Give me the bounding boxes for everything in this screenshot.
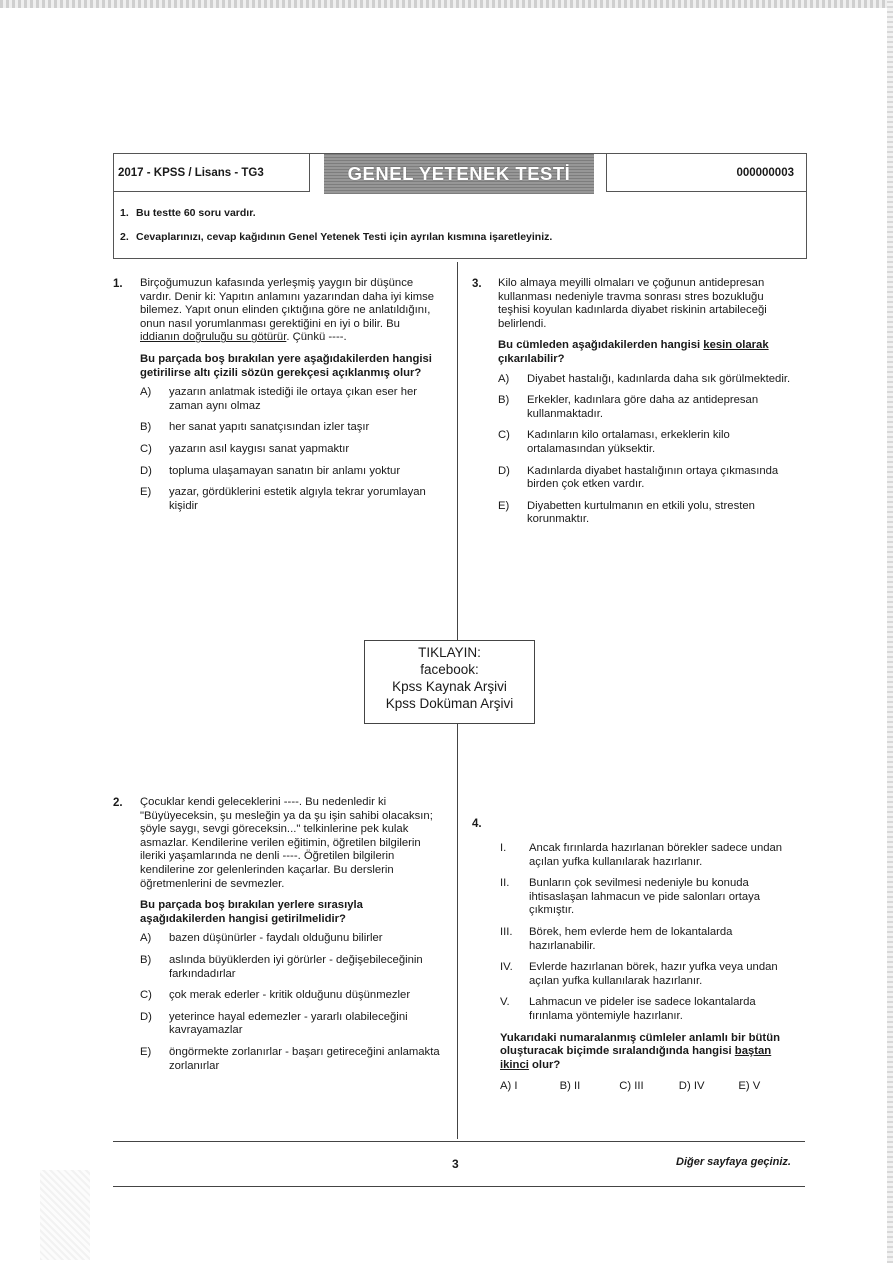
footer-rule-lower xyxy=(113,1186,805,1187)
exam-label: 2017 - KPSS / Lisans - TG3 xyxy=(114,154,310,192)
option-b[interactable]: B) Erkekler, kadınlara göre daha az antidepresan kullanmaktadır. xyxy=(498,394,759,420)
sentence-3: III. Börek, hem evlerde hem de lokantalarda hazırlanabilir. xyxy=(500,925,733,952)
option-d[interactable]: D) topluma ulaşamayan sanatın bir anlamı yoktur xyxy=(140,464,401,477)
option-a[interactable]: A) bazen düşünürler - faydalı olduğunu bilirler xyxy=(140,932,383,945)
next-page-note: Diğer sayfaya geçiniz. xyxy=(676,1156,791,1168)
footer-rule xyxy=(113,1141,805,1142)
ad-line: TIKLAYIN: xyxy=(418,645,481,660)
question-number: 3. xyxy=(472,278,482,290)
ad-line: facebook: xyxy=(420,662,479,677)
option-d[interactable]: D) yeterince hayal edemezler - yararlı olabileceğini kavrayamazlar xyxy=(140,1010,408,1037)
option-a[interactable]: A) I xyxy=(500,1080,518,1093)
ad-line: Kpss Kaynak Arşivi xyxy=(392,679,507,694)
option-a[interactable]: A) Diyabet hastalığı, kadınlarda daha sık görülmektedir. xyxy=(498,372,791,385)
test-title-banner xyxy=(324,154,594,194)
column-divider-lower xyxy=(457,724,458,1139)
column-divider xyxy=(457,262,458,640)
page-number: 3 xyxy=(452,1157,459,1171)
option-c[interactable]: C) Kadınların kilo ortalaması, erkeklerin kilo ortalamasından yüksektir. xyxy=(498,429,730,455)
option-e[interactable]: E) Diyabetten kurtulmanın en etkili yolu, stresten korunmaktır. xyxy=(498,499,755,526)
option-e[interactable]: E) yazar, gördüklerini estetik algıyla tekrar yorumlayan kişidir xyxy=(140,486,426,512)
option-d[interactable]: D) IV xyxy=(678,1080,705,1093)
ad-line: Kpss Doküman Arşivi xyxy=(385,696,514,711)
option-c[interactable]: C) III xyxy=(619,1080,644,1093)
question-text: Çocuklar kendi geleceklerini ----. Bu nedenledir ki "Büyüyeceksin, şu mesleğin ya da şu işin sahibi olacaksın; şöyle saygı, sevgi göreceksin..." telkinlerine pek kulak asmazlar. Kendilerine verilen eğitimin, öğretilen bilgilerin ileriki yaşamlarında ne denli ----. Öğretilen bilgilerin kendilerine zor gelenlerinden kaçarlar. Bu derslerin öğretmenlerini de sevmezler. xyxy=(140,796,433,890)
sentence-1: I. Ancak fırınlarda hazırlanan börekler sadece undan açılan yufka kullanılarak hazırlanır. xyxy=(500,842,783,868)
answer-options xyxy=(500,1080,798,1094)
question-number: 2. xyxy=(113,797,123,809)
test-header xyxy=(113,153,807,259)
scan-right-edge xyxy=(887,0,893,1263)
question-stem: Yukarıdaki numaralanmış cümleler anlamlı bir bütün oluşturacak biçimde sıralandığında hangisi baştan ikinci olur? xyxy=(500,1031,781,1071)
sentence-5: V. Lahmacun ve pideler ise sadece lokantalarda fırınlama yöntemiyle hazırlanır. xyxy=(500,996,756,1022)
sentence-4: IV. Evlerde hazırlanan börek, hazır yufka veya undan açılan yufka kullanılarak hazırlanır. xyxy=(500,961,778,987)
facebook-archive-box[interactable] xyxy=(364,640,535,724)
option-a[interactable]: A) yazarın anlatmak istediği ile ortaya çıkan eser her zaman aynı olmaz xyxy=(140,386,418,412)
question-3 xyxy=(498,277,796,535)
question-2 xyxy=(140,796,440,1081)
option-e[interactable]: E) V xyxy=(738,1080,761,1093)
booklet-code: 000000003 xyxy=(606,154,806,192)
question-stem: Bu cümleden aşağıdakilerden hangisi kesin olarak çıkarılabilir? xyxy=(498,339,769,365)
question-4 xyxy=(500,842,798,1094)
question-stem: Bu parçada boş bırakılan yerlere sırasıyla aşağıdakilerden hangisi getirilmelidir? xyxy=(140,899,363,925)
option-b[interactable]: B) II xyxy=(559,1080,581,1093)
test-title: GENEL YETENEK TESTİ xyxy=(347,163,571,184)
question-number: 1. xyxy=(113,278,123,290)
question-number: 4. xyxy=(472,818,482,830)
option-b[interactable]: B) aslında büyüklerden iyi görürler - değişebileceğinin farkındadırlar xyxy=(140,953,423,980)
option-c[interactable]: C) yazarın asıl kaygısı sanat yapmaktır xyxy=(140,442,350,455)
scan-noise xyxy=(40,1170,90,1260)
option-c[interactable]: C) çok merak ederler - kritik olduğunu düşünmezler xyxy=(140,989,411,1002)
option-b[interactable]: B) her sanat yapıtı sanatçısından izler taşır xyxy=(140,421,370,434)
instruction-1: 1. Bu testte 60 soru vardır. xyxy=(120,207,256,219)
instruction-2: 2. Cevaplarınızı, cevap kağıdının Genel Yetenek Testi için ayrılan kısmına işaretleyiniz. xyxy=(120,231,553,243)
option-d[interactable]: D) Kadınlarda diyabet hastalığının ortaya çıkmasında birden çok etken vardır. xyxy=(498,464,779,491)
question-text: Kilo almaya meyilli olmaları ve çoğunun antidepresan kullanması nedeniyle travma sonrası stres bozukluğu teşhisi koyulan kadınlarda diyabet riskinin artabileceği belirlendi. xyxy=(498,277,767,330)
sentence-2: II. Bunların çok sevilmesi nedeniyle bu konuda ihtisaslaşan lahmacun ve pide salonları ortaya çıkmıştır. xyxy=(500,877,761,917)
question-stem: Bu parçada boş bırakılan yere aşağıdakilerden hangisi getirilirse altı çizili sözün gerekçesi açıklanmış olur? xyxy=(140,352,432,379)
option-e[interactable]: E) öngörmekte zorlanırlar - başarı getireceğini anlamakta zorlanırlar xyxy=(140,1045,440,1072)
question-1 xyxy=(140,277,440,521)
question-text: Birçoğumuzun kafasında yerleşmiş yaygın bir düşünce vardır. Denir ki: Yapıtın anlamını yazarından daha iyi kimse bilemez. Yapıt onun elinden çıktığına göre ne anlatıldığını, onun nasıl yorumlanması gerektiğini en iyi o bilir. Bu iddianın doğruluğu su götürür. Çünkü ----. xyxy=(140,277,435,344)
scan-top-edge xyxy=(0,0,893,8)
